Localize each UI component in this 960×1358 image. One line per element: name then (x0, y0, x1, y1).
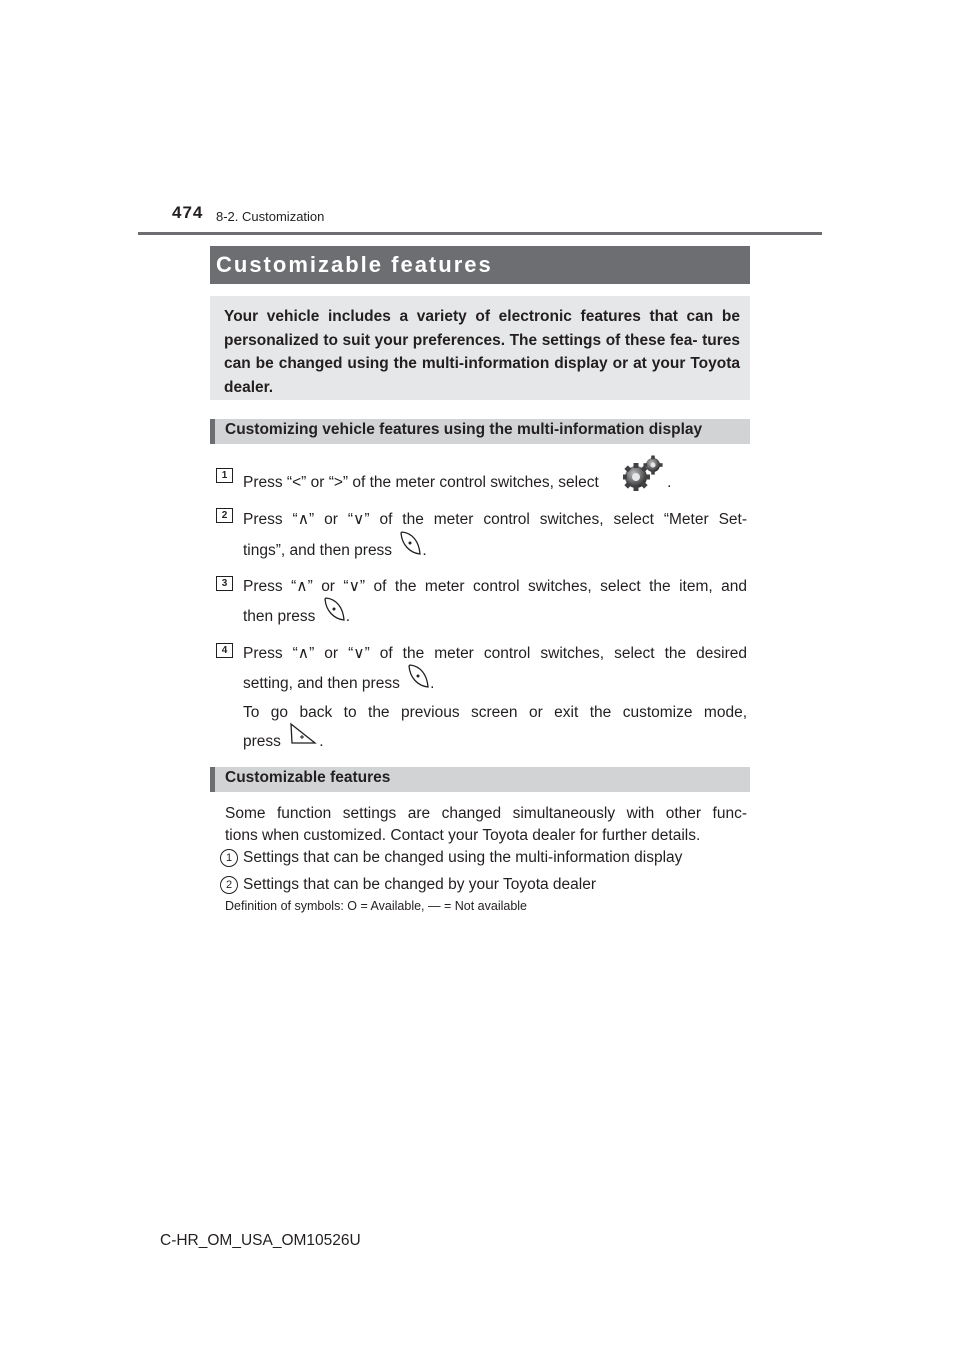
features-note-line-2: tions when customized. Contact your Toyota dealer for further details. (225, 827, 701, 844)
page-title: Customizable features (210, 246, 750, 284)
section-reference: 8-2. Customization (216, 209, 325, 224)
back-note-line-1: To go back to the previous screen or exit the customize mode, (243, 704, 747, 721)
legend-text-1: Settings that can be changed using the multi-information display (243, 849, 683, 866)
step-4-line-1: Press “∧” or “∨” of the meter control switches, select the desired (243, 645, 747, 662)
step-4-text-a: setting, and then press (243, 675, 400, 693)
step-2-line-1: Press “∧” or “∨” of the meter control switches, select “Meter Set- (243, 511, 747, 528)
step-2-text-b: . (422, 542, 427, 560)
step-1-text (243, 465, 753, 501)
step-1-text-a: Press “<” or “>” of the meter control switches, select (243, 474, 599, 492)
enter-button-icon (398, 529, 422, 567)
legend-text-2: Settings that can be changed by your Toyota dealer (243, 876, 597, 893)
features-note-line-1: Some function settings are changed simultaneously with other func- (225, 805, 747, 822)
step-1-text-b: . (667, 474, 672, 492)
enter-button-icon (322, 595, 346, 633)
legend-marker-2: 2 (220, 876, 238, 894)
header-divider (138, 232, 822, 235)
back-button-icon (289, 721, 319, 757)
step-badge-1: 1 (216, 468, 233, 483)
intro-box: Your vehicle includes a variety of electronic features that can be personalized to suit your preferences. The settings of these fea- tures can be changed using the multi-information display or at your Toyota dealer. (210, 296, 750, 400)
step-2-line-2 (243, 535, 427, 567)
step-badge-4: 4 (216, 643, 233, 658)
page-number: 474 (172, 203, 204, 222)
step-3-line-2 (243, 601, 350, 633)
section-heading-customizing: Customizing vehicle features using the multi-information display (210, 419, 750, 444)
step-badge-2: 2 (216, 508, 233, 523)
step-badge-3: 3 (216, 576, 233, 591)
step-3-line-1: Press “∧” or “∨” of the meter control switches, select the item, and (243, 578, 747, 595)
symbols-definition: Definition of symbols: O = Available, — = Not available (225, 899, 528, 913)
step-4-line-2 (243, 668, 434, 700)
step-3-text-b: . (345, 608, 351, 626)
step-3-text-a: then press (243, 608, 316, 626)
section-heading-features: Customizable features (210, 767, 750, 792)
back-note-text-a: press (243, 733, 281, 751)
settings-gears-icon (623, 455, 663, 501)
back-note-line-2 (243, 727, 324, 757)
document-code: C-HR_OM_USA_OM10526U (160, 1232, 361, 1249)
back-note-text-b: . (319, 733, 324, 751)
step-4-text-b: . (430, 675, 435, 693)
step-2-text-a: tings”, and then press (243, 542, 393, 560)
enter-button-icon (406, 662, 430, 700)
legend-marker-1: 1 (220, 849, 238, 867)
